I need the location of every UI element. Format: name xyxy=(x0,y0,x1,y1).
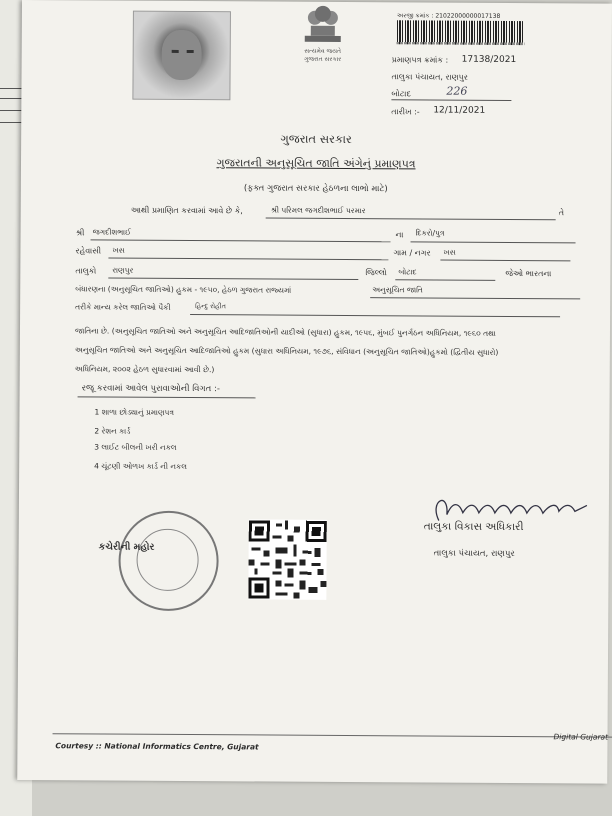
taluka-value: રાણપુર xyxy=(112,265,134,275)
certificate-no-label: પ્રમાણપત્ર ક્રમાંક : xyxy=(391,55,449,65)
certificate-title: ગુજરાતની અનુસૂચિત જાતિ અંગેનું પ્રમાણપત્ર xyxy=(216,156,416,171)
officer-title: તાલુકા વિકાસ અધિકારી xyxy=(423,520,524,534)
qr-code xyxy=(248,519,326,599)
documents-heading: રજૂ કરવામાં આવેલ પુરાવાઓની વિગત :- xyxy=(81,383,220,395)
village-value: ખસ xyxy=(443,247,456,257)
legal-text-1: જાતિના છે. (અનુસૂચિત જાતિઓ અને અનુસૂચિત આદિજાતિઓની યાદીઓ (સુધારા) હુકમ, ૧૯૫૬, મુંબઈ પુનર્ગઠન અધિનિયમ, ૧૯૬૦ તથા xyxy=(74,326,496,338)
resident-value: ખસ xyxy=(112,245,125,255)
emblem-caption-1: સત્યમેવ જયતે xyxy=(304,47,342,55)
digital-gujarat-text: Digital Gujarat xyxy=(553,732,609,742)
issue-date: 12/11/2021 xyxy=(433,105,486,116)
relation-label: ના xyxy=(395,230,404,240)
emblem-caption-2: ગુજરાત સરકાર xyxy=(303,55,342,63)
courtesy-text: Courtesy :: National Informatics Centre, Gujarat xyxy=(55,741,259,752)
government-title: ગુજરાત સરકાર xyxy=(280,131,352,147)
certificate-no: 17138/2021 xyxy=(461,54,517,66)
legal-text-3: અધિનિયમ, ૨૦૦૨ હેઠળ સુધારવામાં આવી છે.) xyxy=(74,364,215,375)
barcode xyxy=(397,20,525,45)
document-item-2: 2 રેશન કાર્ડ xyxy=(94,426,131,436)
district-label: જિલ્લો xyxy=(365,268,387,278)
office-seal-inner xyxy=(136,529,198,591)
district-place: બોટાદ xyxy=(391,89,411,99)
category-value: અનુસૂચિત જાતિ xyxy=(372,285,423,295)
certificate-subtitle: (ફક્ત ગુજરાત સરકાર હેઠળના લાભો માટે) xyxy=(243,183,388,195)
national-emblem-icon xyxy=(297,2,349,46)
document-item-1: 1 શાળા છોડ્યાનું પ્રમાણપત્ર xyxy=(94,407,175,417)
taluka-label: તાલુકો xyxy=(75,266,97,276)
resident-label: રહેવાસી xyxy=(75,246,102,256)
village-label: ગામ / નગર xyxy=(393,248,431,258)
caste-value: હિન્દુ રોહીત xyxy=(195,302,226,311)
state-text: જેઓ ભારતના xyxy=(505,268,552,279)
application-number: અરજી ક્રમાંક : 21022000000017138 xyxy=(396,12,501,20)
relation-value: દિકરો/પુત્ર xyxy=(415,228,445,238)
seal-label: કચેરીની મહોર xyxy=(98,541,155,553)
legal-text-2: અનુસૂચિત જાતિઓ અને અનુસૂચિત આદિજાતિઓ હુકમ (સુધારા અધિનિયમ, ૧૯૭૬, સંવિધાન (અનુસૂચિત જાતિઓ)હુકમો (દ્વિતીય સુધારો) xyxy=(74,345,499,357)
document-item-4: 4 ચૂંટણી ઓળખ કાર્ડ ની નકલ xyxy=(94,461,188,472)
applicant-photo xyxy=(132,11,231,101)
certificate-page xyxy=(17,0,612,784)
applicant-name: શ્રી પરિમલ જગદીશભાઈ પરમાર xyxy=(270,205,366,216)
date-label: તારીખ :- xyxy=(391,107,420,117)
document-item-3: 3 લાઈટ બીલની ખરી નકલ xyxy=(94,442,177,452)
father-name: જગદીશભાઈ xyxy=(92,227,131,237)
father-prefix: શ્રી xyxy=(75,228,85,238)
officer-office: તાલુકા પંચાયત, રાણપુર xyxy=(433,548,515,560)
footer-divider xyxy=(53,733,612,737)
district-value: બોટાદ xyxy=(398,267,417,277)
handwritten-number: 226 xyxy=(446,84,468,98)
issuing-office: તાલુકા પંચાયત, રાણપુર xyxy=(391,72,468,82)
caste-label: તરીકે માન્ય કરેલ જાતિઓ પૈકી xyxy=(75,302,171,312)
name-suffix: તે xyxy=(558,208,565,218)
intro-text: આથી પ્રમાણિત કરવામાં આવે છે કે, xyxy=(130,205,243,216)
order-text: બંધારણના (અનુસૂચિત જાતિઓ) હુકમ - ૧૯૫૦, હેઠળ ગુજરાત રાજ્યમાં xyxy=(75,284,292,295)
